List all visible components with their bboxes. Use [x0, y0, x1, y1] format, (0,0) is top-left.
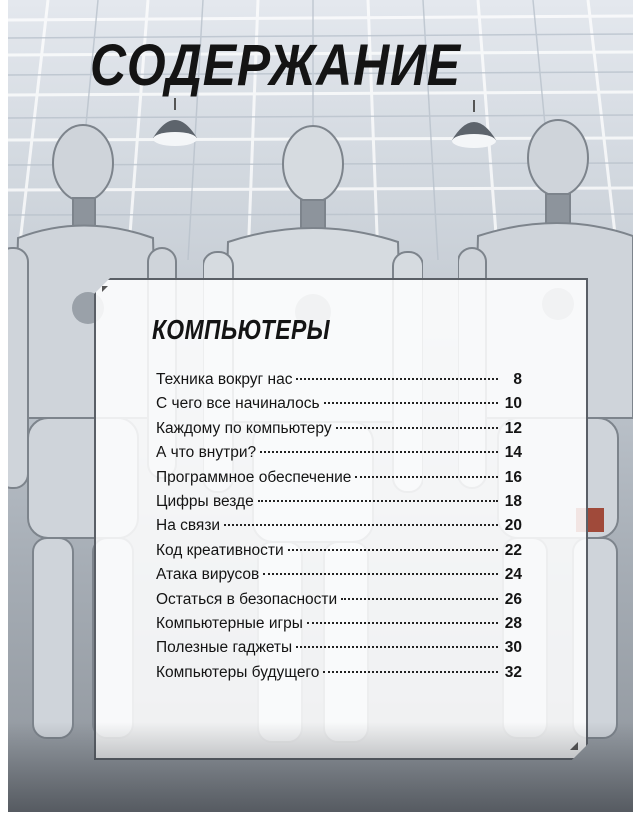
toc-entry — [156, 664, 522, 688]
dot-leader — [296, 645, 498, 648]
toc-entry-title: Код креативности — [156, 541, 284, 559]
toc-entry — [156, 420, 522, 444]
toc-entry-page-number: 8 — [513, 371, 522, 388]
dot-leader — [224, 523, 498, 526]
toc-entry — [156, 615, 522, 639]
toc-entry-title: Каждому по компьютеру — [156, 419, 332, 437]
toc-entry — [156, 371, 522, 395]
dot-leader — [323, 670, 498, 673]
dot-leader — [258, 499, 498, 502]
dot-leader — [341, 597, 498, 600]
toc-entry-title: А что внутри? — [156, 444, 257, 462]
toc-entry-title: С чего все начиналось — [156, 395, 320, 413]
toc-entry — [156, 639, 522, 663]
toc-list — [156, 371, 522, 688]
dot-leader — [288, 548, 498, 551]
toc-entry-page-number: 14 — [504, 444, 522, 462]
section-title: КОМПЬЮТЕРЫ — [152, 314, 331, 345]
dot-leader — [324, 401, 498, 404]
toc-entry-page-number: 24 — [504, 566, 522, 584]
toc-entry-page-number: 10 — [504, 395, 522, 413]
toc-entry — [156, 542, 522, 566]
toc-entry-title: Техника вокруг нас — [156, 371, 293, 388]
toc-entry-title: Компьютерные игры — [156, 614, 303, 632]
dot-leader — [307, 621, 498, 624]
toc-entry-page-number: 12 — [504, 419, 522, 437]
toc-entry — [156, 444, 522, 468]
panel-corner-mark — [570, 742, 578, 750]
toc-entry-page-number: 28 — [504, 614, 522, 632]
toc-entry — [156, 395, 522, 419]
dot-leader — [260, 450, 498, 453]
toc-entry-title: Цифры везде — [156, 492, 254, 510]
toc-entry-title: Остаться в безопасности — [156, 590, 338, 608]
toc-entry — [156, 469, 522, 493]
toc-entry-page-number: 26 — [504, 590, 522, 608]
toc-entry — [156, 566, 522, 590]
toc-entry-title: Атака вирусов — [156, 566, 260, 584]
dot-leader — [336, 426, 498, 429]
book-page — [8, 0, 633, 812]
toc-entry — [156, 591, 522, 615]
dot-leader — [263, 572, 498, 575]
panel-corner-mark — [102, 286, 108, 292]
toc-entry-page-number: 22 — [504, 541, 522, 559]
toc-entry-title: Полезные гаджеты — [156, 639, 293, 657]
toc-entry-title: Компьютеры будущего — [156, 663, 320, 681]
toc-entry-page-number: 16 — [504, 468, 522, 486]
page-title: СОДЕРЖАНИЕ — [90, 33, 461, 98]
toc-entry-title: Программное обеспечение — [156, 468, 352, 486]
toc-entry-page-number: 32 — [504, 663, 522, 681]
dot-leader — [296, 377, 498, 380]
toc-entry-title: На связи — [156, 517, 221, 535]
toc-entry-page-number: 30 — [504, 639, 522, 657]
toc-entry — [156, 517, 522, 541]
toc-entry-page-number: 18 — [504, 492, 522, 510]
dot-leader — [355, 475, 498, 478]
toc-entry-page-number: 20 — [504, 517, 522, 535]
toc-entry — [156, 493, 522, 517]
